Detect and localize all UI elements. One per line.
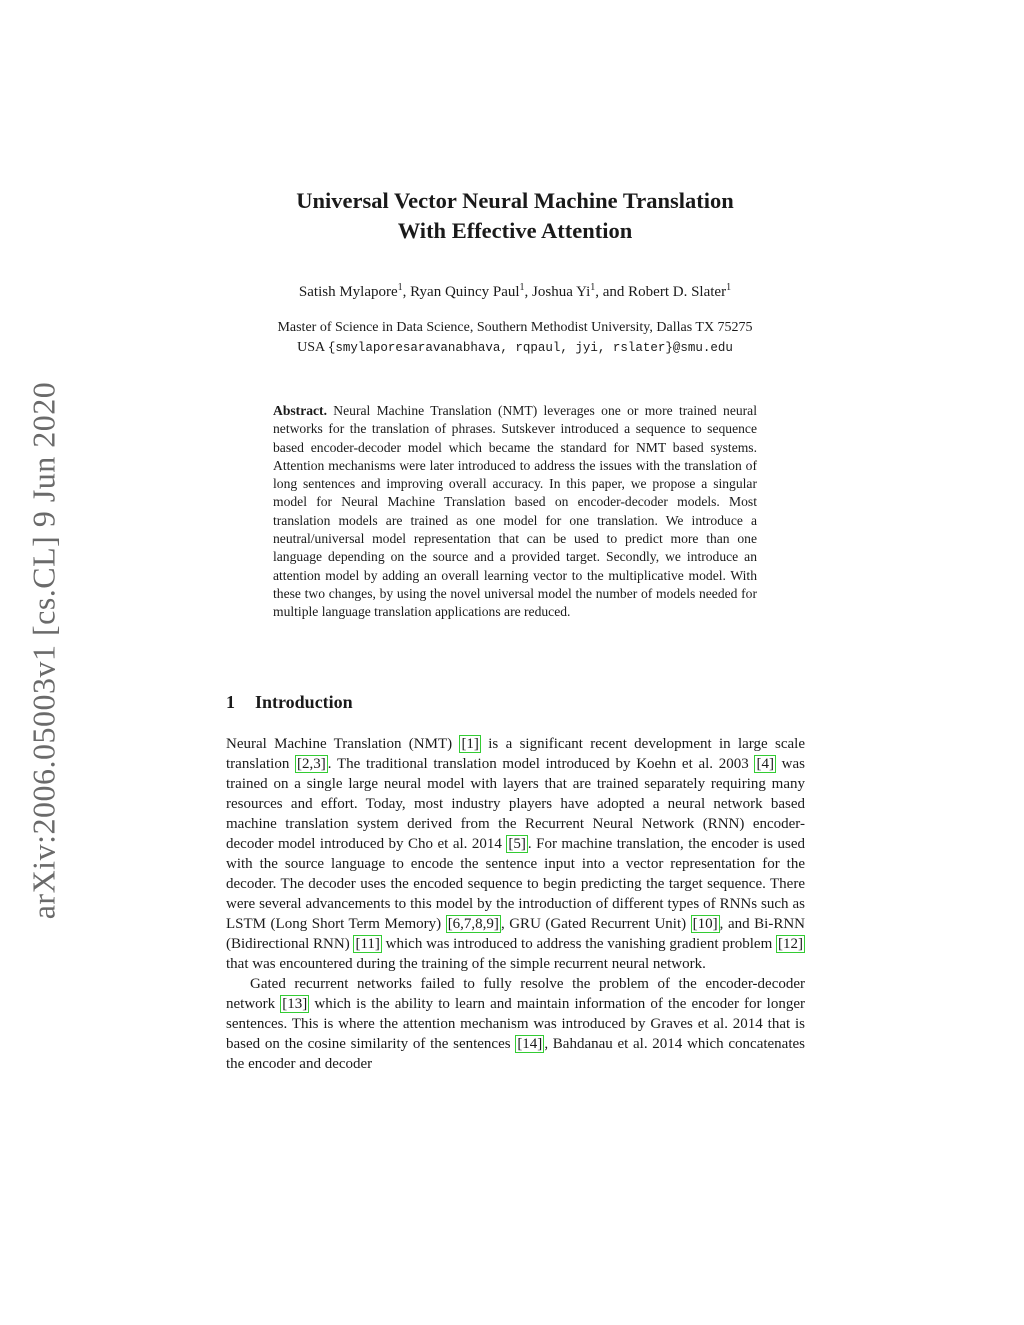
citation-link[interactable]: [11] xyxy=(355,936,380,952)
affiliation-country: USA xyxy=(297,340,325,355)
text-run: which is the ability to learn and maintain information of the encoder for longer sentences. This is where the attention mechanism was introduced by Graves et al. 2014 that is based on the cosine similarity of the sentences xyxy=(226,996,805,1052)
paragraph xyxy=(226,974,805,1074)
citation-link[interactable]: [2,3] xyxy=(297,756,326,772)
text-run: which was introduced to address the vanishing gradient problem xyxy=(381,936,776,952)
paper-title xyxy=(200,186,830,246)
citation-link[interactable]: [6,7,8,9] xyxy=(447,916,499,932)
section-number: 1 xyxy=(226,692,235,712)
author-list: Satish Mylapore$^1$, Ryan Quincy Paul$^1$, Joshua Yi$^1$, and Robert D. Slater$^1$ xyxy=(298,282,732,300)
section-title: Introduction xyxy=(255,692,353,712)
citation-link[interactable]: [12] xyxy=(778,936,803,952)
affiliation-line: Master of Science in Data Science, Southern Methodist University, Dallas TX 75275 xyxy=(277,320,753,335)
text-run: . For machine translation, the encoder is used with the source language to encode the sentence input into a vector representation for the decoder. The decoder uses the encoded sequence to begin predicting the target sequence. There were several advancements to this model by the introduction of different types of RNNs such as LSTM (Long Short Term Memory) xyxy=(226,836,806,932)
text-run: was trained on a single large neural model with layers that are trained separately requiring many resources and effort. Today, most industry players have adopted a neural network based machine translation system derived from the Recurrent Neural Network (RNN) encoder-decoder model introduced by Cho et al. 2014 xyxy=(226,756,806,852)
arxiv-identifier: arXiv:2006.05003v1 [cs.CL] 9 Jun 2020 xyxy=(25,381,62,919)
paragraph xyxy=(226,734,805,974)
title-line-2: With Effective Attention xyxy=(397,218,633,243)
text-run: Gated recurrent networks failed to fully resolve the problem of the encoder-decoder network xyxy=(226,976,805,1012)
citation-link[interactable]: [4] xyxy=(756,756,774,772)
author-name: Joshua Yi xyxy=(532,284,591,300)
citation-link[interactable]: [5] xyxy=(508,836,526,852)
citation-link[interactable]: [13] xyxy=(282,996,308,1012)
author-affil-mark: 1 xyxy=(397,282,403,293)
arxiv-sidebar xyxy=(14,370,74,930)
author-name: Ryan Quincy Paul xyxy=(410,284,520,300)
text-run: , Bahdanau et al. 2014 which concatenates the encoder and decoder xyxy=(226,1036,806,1072)
author-name: Satish Mylapore xyxy=(298,284,398,300)
section-heading xyxy=(226,692,353,713)
title-line-1: Universal Vector Neural Machine Translation xyxy=(296,188,734,213)
citation-link[interactable]: [10] xyxy=(692,916,718,932)
author-name: Robert D. Slater xyxy=(628,284,727,300)
author-affil-mark: 1 xyxy=(590,282,596,293)
text-run: that was encountered during the training of the simple recurrent neural network. xyxy=(226,956,706,972)
author-affil-mark: 1 xyxy=(519,282,525,293)
text-run: . The traditional translation model introduced by Koehn et al. 2003 xyxy=(327,756,755,772)
citation-link[interactable]: [1] xyxy=(461,736,479,752)
section-body xyxy=(226,734,805,1074)
text-run: is a significant recent development in large scale translation xyxy=(226,736,805,772)
abstract-label: Abstract. xyxy=(273,403,327,418)
text-run: , GRU (Gated Recurrent Unit) xyxy=(500,916,691,932)
abstract xyxy=(273,402,757,622)
author-emails: {smylaporesaravanabhava, rqpaul, jyi, rslater}@smu.edu xyxy=(327,341,733,355)
abstract-text: Neural Machine Translation (NMT) leverages one or more trained neural networks for the translation of phrases. Sutskever introduced a sequence to sequence based encoder-decoder model which became the standard for NMT based systems. Attention mechanisms were later introduced to address the issues with the translation of long sentences and improving overall accuracy. In this paper, we propose a singular model for Neural Machine Translation based on encoder-decoder models. Most translation models are trained as one model for one translation. We introduce a neutral/universal model representation that can be used to predict more than one language depending on the source and a provided target. Secondly, we introduce an attention model by adding an overall learning vector to the multiplicative model. With these two changes, by using the novel universal model the number of models needed for multiple language translation applications are reduced. xyxy=(273,403,757,620)
affiliation xyxy=(200,318,830,358)
text-run: Neural Machine Translation (NMT) xyxy=(226,736,460,752)
text-run: , and Bi-RNN (Bidirectional RNN) xyxy=(226,916,805,952)
author-affil-mark: 1 xyxy=(726,282,732,293)
citation-link[interactable]: [14] xyxy=(517,1036,543,1052)
